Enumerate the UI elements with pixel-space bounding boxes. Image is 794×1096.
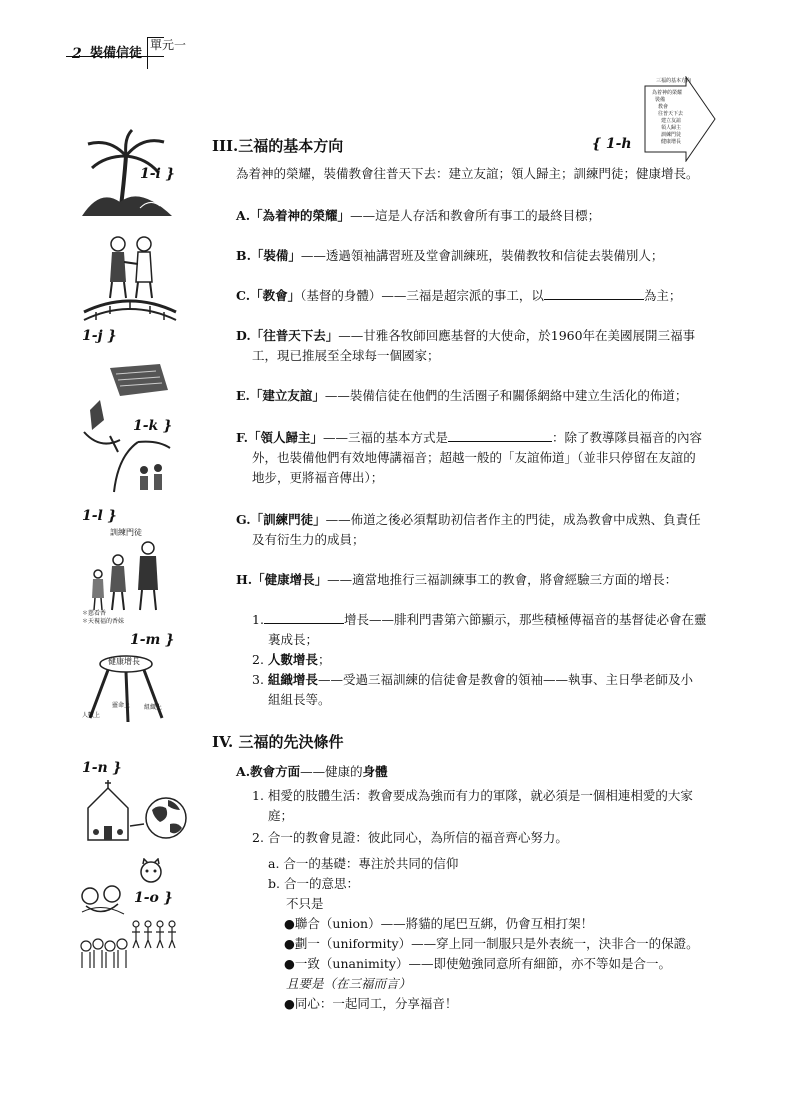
section-4-a-label: A. [236, 764, 251, 779]
discipleship-caption-2: ＊天視福的香妹 [82, 618, 125, 625]
direction-arrow-diagram [644, 76, 716, 162]
page-number: 2 [72, 46, 82, 62]
arrow-title: 三福的基本方向 [656, 78, 692, 84]
tree-figures-illustration [108, 436, 178, 496]
sub-a-text: a. 合一的基礎：專注於共同的信仰 [268, 856, 459, 871]
item-c-text-2: 為主； [643, 288, 682, 303]
item-h3-text-1: ——受過三福訓練的信徒會是教會的領袖——執事、主日學老師及小 [317, 672, 693, 687]
item-f-text-2: ：除了教導隊員福音的內容 [552, 430, 703, 445]
item-g-label: G.「訓練門徒」 [236, 512, 326, 527]
item-e-text: ——裝備信徒在他們的生活圈子和關係網絡中建立生活化的佈道； [324, 388, 688, 403]
point-1-text-2: 庭； [268, 808, 294, 823]
item-b-label: B.「裝備」 [236, 248, 301, 263]
item-h1-blank[interactable] [264, 610, 344, 624]
item-f-text-3: 外，也裝備他們有效地傳講福音；超越一般的「友誼佈道」（並非只停留在友誼的 [252, 450, 696, 465]
item-h1 [252, 610, 706, 629]
uniform-people-illustration [128, 918, 180, 954]
tag-1-i: 1-i } [140, 166, 175, 182]
arrow-line: 領人歸主 [661, 125, 682, 131]
item-f-text-1: ——三福的基本方式是 [322, 430, 448, 445]
item-g-text-1: ——佈道之後必須幫助初信者作主的門徒，成為教會中成熟、負責任 [325, 512, 701, 527]
point-1-text-1: 1. 相愛的肢體生活：教會要成為強而有力的軍隊，就必須是一個相連相愛的大家 [252, 788, 693, 803]
tag-1-h: { 1-h [592, 136, 632, 152]
item-h3-num: 3. [252, 672, 264, 687]
item-b [236, 246, 663, 265]
item-d [236, 326, 695, 345]
section-3-intro: 為着神的榮耀，裝備教會往普天下去：建立友誼；領人歸主；訓練門徒；健康增長。 [236, 166, 699, 181]
item-g [236, 510, 701, 529]
tag-1-o: 1-o } [134, 890, 173, 906]
item-h2-text: ； [317, 652, 331, 667]
item-h-label: H.「健康增長」 [236, 572, 328, 587]
discipleship-illustration [80, 528, 180, 628]
item-h1-num: 1. [252, 612, 264, 627]
item-a [236, 206, 600, 225]
bullet-union: ●聯合（union）——將貓的尾巴互綁，仍會互相打架！ [284, 916, 594, 931]
item-h2 [252, 650, 330, 669]
bullet-unanimity: ●一致（unanimity）——即使勉強同意所有細節，亦不等如是合一。 [284, 956, 671, 971]
item-b-text: ——透過領袖講習班及堂會訓練班，裝備教牧和信徒去裝備別人； [300, 248, 664, 263]
section-4-a-mid: ——健康的 [300, 764, 363, 779]
discipleship-figures [80, 540, 180, 612]
item-h3-text-2: 組組長等。 [268, 692, 331, 707]
sub-b-text: b. 合一的意思： [268, 876, 359, 891]
stool-illustration [82, 652, 182, 724]
item-f [236, 428, 702, 447]
stool-label-spiritual: 靈命上 [112, 702, 131, 709]
arrow-line: 訓練門徒 [661, 132, 682, 138]
item-d-label: D.「往普天下去」 [236, 328, 339, 343]
item-a-label: A.「為着神的榮耀」 [236, 208, 351, 223]
item-c [236, 286, 681, 305]
cats-tangle-illustration [78, 882, 128, 918]
item-f-blank[interactable] [448, 428, 552, 442]
arrow-line: 健康增長 [661, 139, 682, 145]
handshake-bridge-illustration [80, 232, 180, 327]
item-h [236, 570, 677, 589]
section-3-title: III.三福的基本方向 [212, 137, 344, 155]
item-e-label: E.「建立友誼」 [236, 388, 325, 403]
item-h2-num: 2. [252, 652, 264, 667]
stool-label-numeric: 人數上 [82, 712, 101, 719]
unit-label: 單元一 [150, 38, 187, 52]
church-globe-illustration [78, 778, 188, 848]
tag-1-n: 1-n } [82, 760, 122, 776]
item-h2-label: 人數增長 [267, 652, 318, 667]
people-group-illustration [78, 938, 134, 972]
arrow-lines [652, 90, 692, 146]
arrow-line: 教會 [658, 104, 669, 110]
item-h3 [252, 670, 693, 689]
point-2-text: 2. 合一的教會見證：彼此同心，為所信的福音齊心努力。 [252, 830, 568, 845]
bullet-one-heart: ●同心：一起同工，分享福音！ [284, 996, 458, 1011]
item-h1-text-1: 增長——腓利門書第六節顯示，那些積極傳福音的基督徒必會在靈 [343, 612, 707, 627]
section-4-title: IV. 三福的先決條件 [212, 733, 344, 751]
arrow-line: 裝備 [655, 97, 666, 103]
section-4-a-bold: 教會方面 [250, 764, 301, 779]
item-e [236, 386, 687, 405]
cat-illustration [136, 858, 166, 886]
item-h3-label: 組織增長 [267, 672, 318, 687]
item-f-label: F.「領人歸主」 [236, 430, 323, 445]
discipleship-caption-1: ＊慈看香 [82, 610, 107, 617]
item-c-blank[interactable] [544, 286, 644, 300]
item-f-text-4: 地步，更將福音傳出）； [252, 470, 384, 485]
book-title: 裝備信徒 [90, 46, 143, 61]
item-a-text: ——這是人存活和教會所有事工的最終目標； [350, 208, 601, 223]
section-4-a [236, 762, 388, 781]
stool-label-organization: 組織上 [144, 704, 163, 711]
arrow-line: 為着神的榮耀 [652, 90, 683, 96]
tag-1-j: 1-j } [82, 328, 117, 344]
but-also-text: 且要是（在三福而言） [286, 976, 412, 991]
tag-1-m: 1-m } [130, 632, 175, 648]
item-c-label: C.「教會」 [236, 288, 301, 303]
arrow-line: 往普天下去 [658, 111, 684, 117]
item-h-text: ——適當地推行三福訓練事工的教會，將會經驗三方面的增長： [327, 572, 678, 587]
discipleship-label: 訓練門徒 [110, 528, 142, 537]
tag-1-k: 1-k } [133, 418, 173, 434]
stool-title: 健康增長 [108, 657, 140, 666]
not-only-text: 不只是 [286, 896, 324, 911]
section-4-a-bold-2: 身體 [362, 764, 388, 779]
item-g-text-2: 及有衍生力的成員； [252, 532, 365, 547]
bullet-uniformity: ●劃一（uniformity）——穿上同一制服只是外表統一，決非合一的保證。 [284, 936, 699, 951]
page-header [0, 0, 794, 70]
item-h1-text-2: 裏成長； [268, 632, 319, 647]
item-c-text-1: （基督的身體）——三福是超宗派的事工，以 [300, 288, 544, 303]
arrow-line: 建立友誼 [661, 118, 682, 124]
item-d-text-1: ——甘雅各牧師回應基督的大使命，於1960年在美國展開三福事 [338, 328, 696, 343]
tag-1-l: 1-l } [82, 508, 117, 524]
header-vertical-rule [147, 37, 148, 69]
item-d-text-2: 工，現已推展至全球每一個國家； [252, 348, 440, 363]
